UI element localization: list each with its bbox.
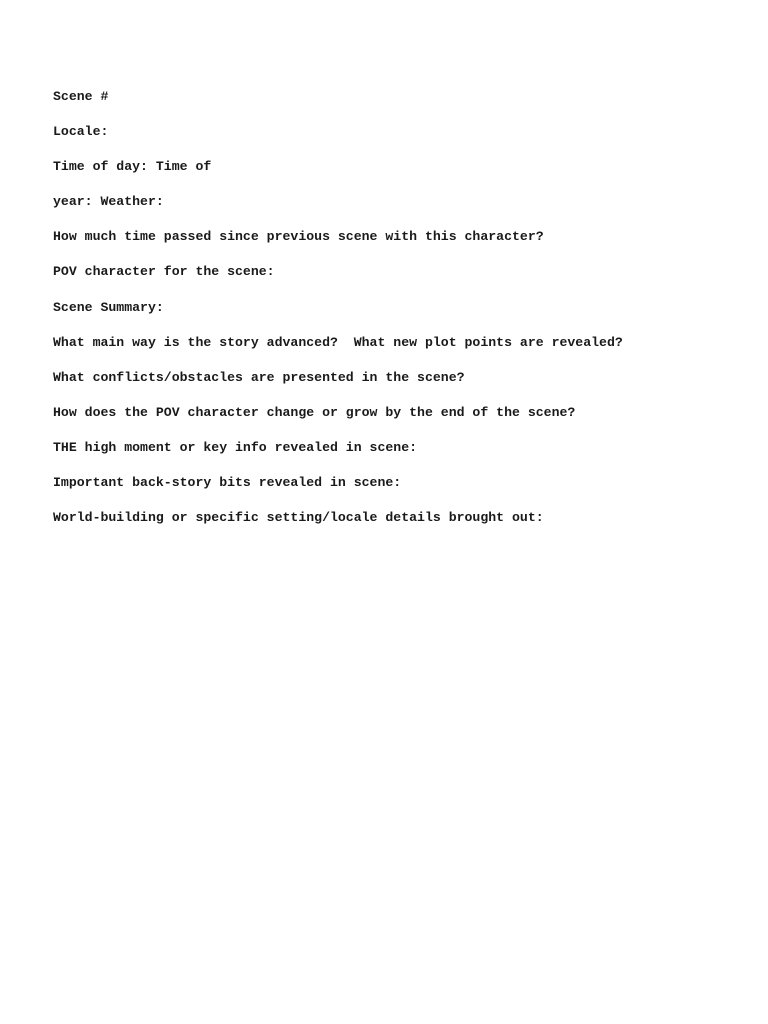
- high-moment-label: THE high moment or key info revealed in scene:: [53, 439, 418, 455]
- world-building-label: World-building or specific setting/locale details brought out:: [53, 510, 544, 526]
- pov-character-label: POV character for the scene:: [53, 264, 275, 280]
- scene-worksheet: [53, 88, 753, 544]
- pov-change-question: How does the POV character change or grow by the end of the scene?: [53, 404, 576, 420]
- conflicts-question: What conflicts/obstacles are presented in the scene?: [53, 369, 465, 385]
- locale-label: Locale:: [53, 124, 109, 140]
- scene-number-label: Scene #: [53, 89, 109, 104]
- scene-summary-label: Scene Summary:: [53, 299, 164, 315]
- time-passed-question: How much time passed since previous scene with this character?: [53, 229, 544, 245]
- back-story-label: Important back-story bits revealed in scene:: [53, 475, 402, 491]
- time-of-day-label: Time of day: Time of: [53, 159, 212, 175]
- year-weather-label: year: Weather:: [53, 194, 164, 210]
- story-advanced-question: What main way is the story advanced? What new plot points are revealed?: [53, 334, 623, 350]
